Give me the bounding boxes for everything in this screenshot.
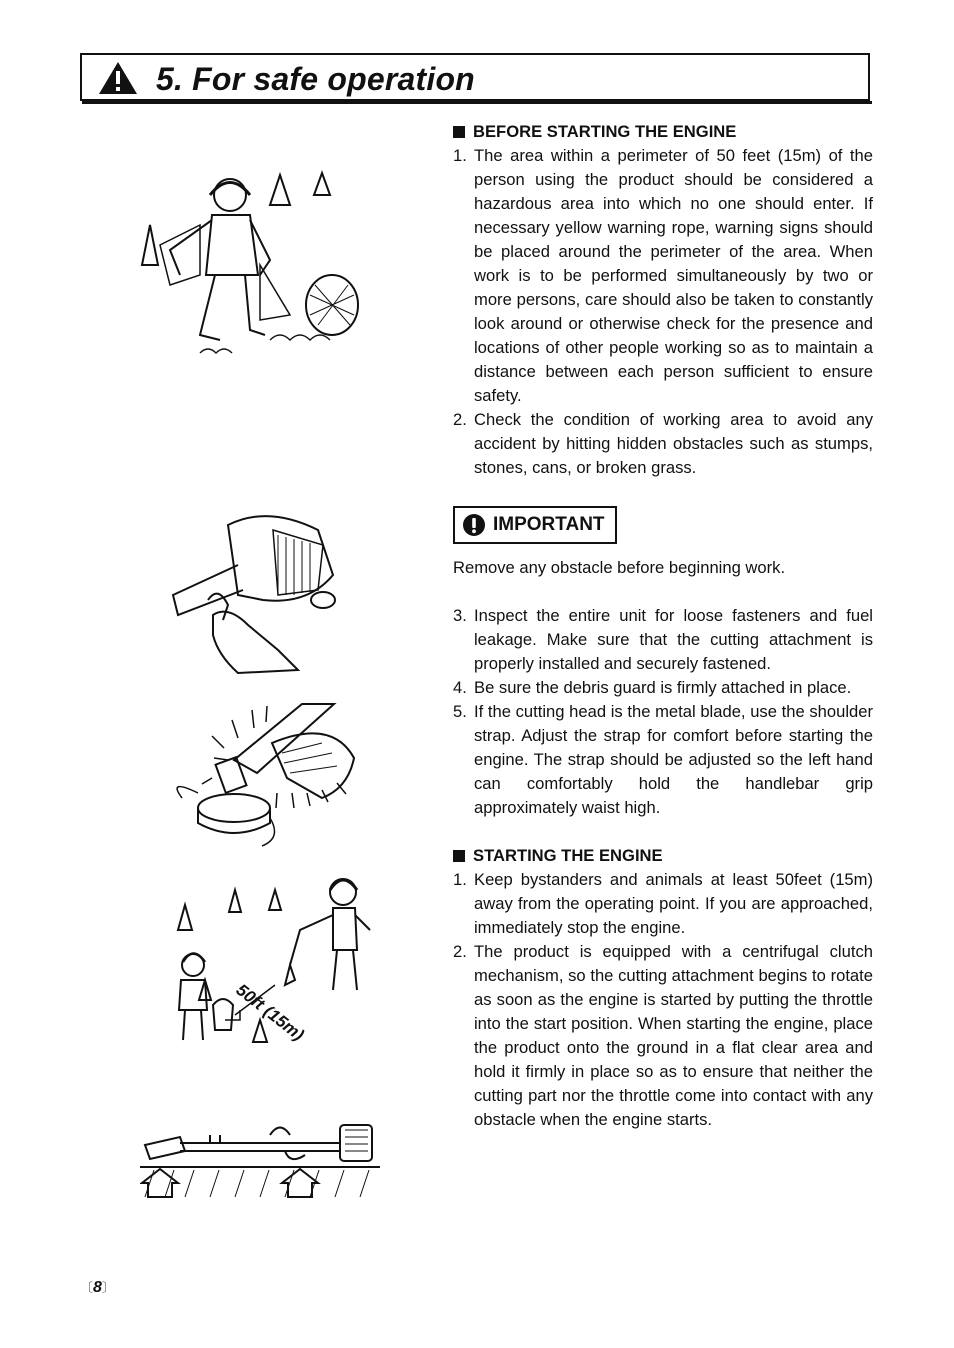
before-starting-list (453, 144, 873, 480)
section-title-bar (80, 53, 870, 101)
illustration-clearing-debris (140, 165, 370, 370)
distance-label: 50ft (15m) (232, 980, 308, 1045)
illustration-unit-on-ground (140, 1115, 385, 1200)
exclamation-icon (463, 514, 485, 536)
page-title: 5. For safe operation (156, 61, 475, 97)
important-text: Remove any obstacle before beginning work. (453, 558, 786, 577)
square-bullet-icon (453, 850, 465, 862)
page-number: 〔8〕 (80, 1279, 115, 1296)
list-item: 1. The area within a perimeter of 50 feet (15m) of the person using the product should be considered a hazardous area into which no one should enter. If necessary yellow warning rope, warning signs should be placed around the perimeter of the area. When work is to be performed simultaneously by two or more persons, care should also be taken to constantly look around or otherwise check for the presence and locations of other people working so as to maintain a distance between each person sufficient to ensure safety. (453, 146, 873, 405)
list-item: 2. The product is equipped with a centrifugal clutch mechanism, so the cutting attachment begins to rotate as soon as the engine is started by putting the throttle into the start position. When starting the engine, place the product onto the ground in a flat clear area and hold it firmly in place so as to ensure that neither the cutting part nor the throttle come into contact with any obstacle when the engine starts. (453, 942, 873, 1129)
list-item: 2. Check the condition of working area to avoid any accident by hitting hidden obstacles such as stumps, stones, cans, or broken grass. (453, 410, 873, 477)
starting-list (453, 868, 873, 1132)
inspection-list (453, 604, 873, 820)
illustration-engine-inspection (168, 505, 348, 677)
warning-triangle-icon (98, 61, 138, 95)
list-item: 1. Keep bystanders and animals at least 50feet (15m) away from the operating point. If you are approached, immediately stop the engine. (453, 870, 873, 937)
square-bullet-icon (453, 126, 465, 138)
list-item: 5. If the cutting head is the metal blade, use the shoulder strap. Adjust the strap for comfort before starting the engine. The strap should be adjusted so the left hand can comfortably hold the handlebar grip approximately waist high. (453, 702, 873, 817)
list-item: 4. Be sure the debris guard is firmly attached in place. (453, 678, 852, 697)
instructions-column (453, 120, 873, 1132)
illustration-cutting-head (172, 698, 362, 853)
list-item: 3. Inspect the entire unit for loose fasteners and fuel leakage. Make sure that the cutting attachment is properly installed and securely fastened. (453, 606, 873, 673)
important-callout: IMPORTANT (453, 506, 617, 544)
section-heading-before-starting: BEFORE STARTING THE ENGINE (453, 120, 873, 144)
section-heading-starting: STARTING THE ENGINE (453, 844, 873, 868)
illustration-bystander-distance (165, 870, 375, 1055)
